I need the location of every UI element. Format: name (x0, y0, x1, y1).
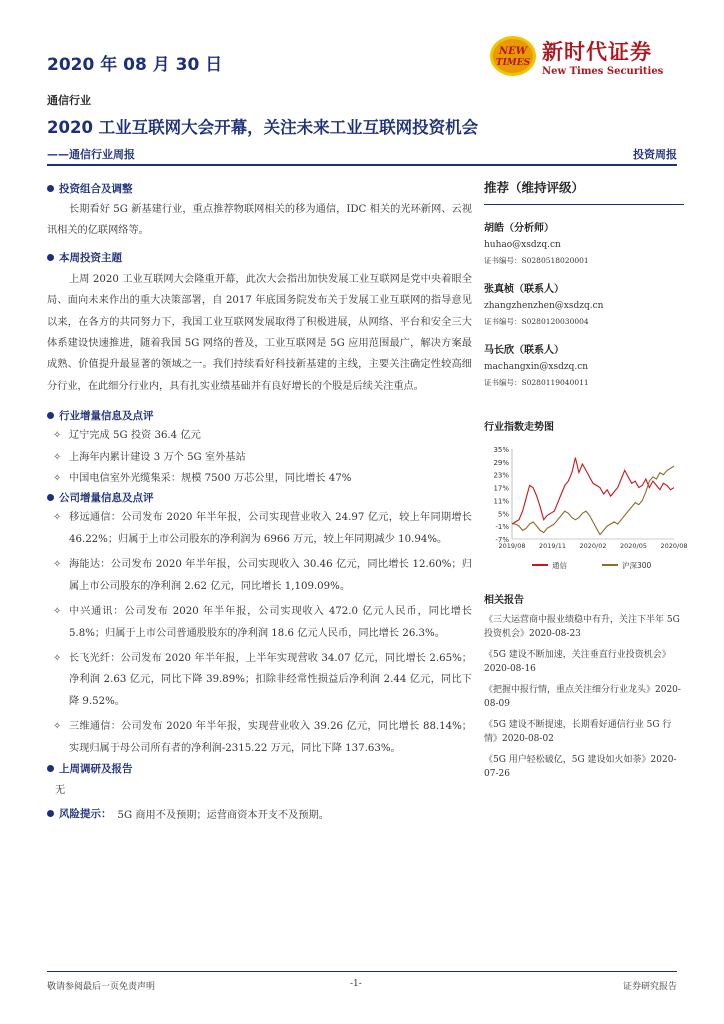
legend-label: 沪深300 (622, 561, 652, 570)
section-heading-industry-news: 行业增量信息及点评 (47, 407, 472, 423)
list-item: ✧ 上海年内累计建设 3 万个 5G 室外基站 (47, 447, 472, 468)
list-item: ✧ 三维通信：公司发布 2020 年半年报，实现营业收入 39.26 亿元，同比增长 88.14%；实现归属于母公司所有者的净利润-2315.22 万元，同比下降 137.63%。 (47, 716, 472, 759)
company-logo (488, 34, 688, 82)
related-report-link[interactable]: 《5G 建设不断提速，长期看好通信行业 5G 行情》2020-08-02 (484, 720, 672, 744)
logo-text-cn: 新时代证券 (542, 40, 652, 64)
chart-title: 行业指数走势图 (484, 422, 554, 433)
y-tick-label: -1% (495, 523, 509, 532)
analyst-email[interactable]: zhangzhenzhen@xsdzq.cn (484, 301, 604, 311)
sidebar (484, 178, 688, 781)
diamond-bullet-icon: ✧ (53, 512, 62, 524)
portfolio-text: 长期看好 5G 新基建行业，重点推荐物联网相关的移为通信，IDC 相关的光环新网、云视讯相关的亿联网络等。 (47, 204, 472, 237)
y-tick-label: -7% (495, 536, 509, 544)
analyst-cert: 证书编号：S0280119040011 (484, 378, 589, 387)
title-divider (47, 164, 677, 166)
analyst-cert: 证书编号：S0280518020001 (484, 256, 589, 265)
related-report-link[interactable]: 《5G 建设不断加速，关注垂直行业投资机会》2020-08-16 (484, 650, 671, 674)
diamond-bullet-icon: ✧ (53, 652, 62, 664)
analyst-name: 胡皓（分析师） (484, 223, 554, 234)
series-line-hs300 (512, 466, 674, 535)
series-line-telecom (512, 458, 674, 524)
x-tick-label: 2019/08 (498, 542, 526, 550)
research-text: 无 (55, 784, 66, 796)
logo-mark-top: NEW (499, 46, 527, 57)
related-report-link[interactable]: 《5G 用户轻松破亿，5G 建设如火如荼》2020-07-26 (484, 755, 677, 779)
legend-label: 通信 (552, 561, 567, 570)
rating-label: 推荐（维持评级） (484, 180, 585, 195)
bullet-dot-icon (47, 254, 54, 261)
footer-divider (47, 971, 677, 972)
analyst-email[interactable]: huhao@xsdzq.cn (484, 240, 561, 250)
list-item: ✧ 海能达：公司发布 2020 年半年报，公司实现收入 30.46 亿元，同比增长 12.60%；归属上市公司股东的净利润 2.62 亿元，同比增长 1,109.09%。 (47, 554, 472, 597)
analyst-card (484, 341, 684, 388)
diamond-bullet-icon: ✧ (53, 473, 62, 485)
section-heading-research: 上周调研及报告 (47, 761, 472, 777)
y-tick-label: 35% (493, 446, 509, 454)
industry-news-list (47, 425, 472, 489)
diamond-bullet-icon: ✧ (53, 559, 62, 571)
main-content (47, 180, 472, 821)
footer-label: 证券研究报告 (622, 982, 677, 992)
report-type: 投资周报 (633, 148, 677, 161)
theme-text: 上周 2020 工业互联网大会隆重开幕，此次大会指出加快发展工业互联网是党中央着眼全局、面向未来作出的重大决策部署，自 2017 年底国务院发布关于发展工业互联网的指导意见以来，在各方的共同努力下，我国工业互联网发展取得了积极进展，从网络、平台和安全三大体系建设快速推进，随着我国 5G 网络的普及，工业互联网是 5G 应用范围最广，解决方案最成熟、价值提升最显著的领域之一。我们持续看好科技新基建的主线，主要关注确定性较高细分行业，在此细分行业内，具有扎实业绩基础并有良好增长的个股是后续关注重点。 (47, 273, 472, 392)
diamond-bullet-icon: ✧ (53, 451, 62, 463)
company-news-list (47, 507, 472, 758)
bullet-dot-icon (47, 185, 54, 192)
page-number: -1- (350, 979, 362, 989)
diamond-bullet-icon: ✧ (53, 606, 62, 618)
y-tick-label: 29% (493, 458, 509, 467)
bullet-dot-icon (47, 494, 54, 501)
list-item: ✧ 辽宁完成 5G 投资 36.4 亿元 (47, 425, 472, 446)
x-tick-label: 2020/05 (619, 542, 648, 550)
related-report-link[interactable]: 《把握中报行情，重点关注细分行业龙头》2020-08-09 (484, 685, 681, 709)
bullet-dot-icon (47, 765, 54, 772)
section-heading-theme: 本周投资主题 (47, 250, 472, 266)
x-tick-label: 2020/02 (579, 542, 607, 550)
y-tick-label: 17% (493, 484, 509, 493)
bullet-dot-icon (47, 412, 54, 419)
report-date: 2020 年 08 月 30 日 (47, 55, 223, 75)
logo-mark-bottom: TIMES (495, 58, 531, 68)
related-reports-title: 相关报告 (484, 595, 524, 606)
diamond-bullet-icon: ✧ (53, 721, 62, 733)
section-heading-risk: 风险提示： 5G 商用不及预期；运营商资本开支不及预期。 (47, 805, 472, 821)
analyst-email[interactable]: machangxin@xsdzq.cn (484, 362, 589, 372)
x-tick-label: 2020/08 (660, 542, 688, 550)
logo-text-en: New Times Securities (542, 66, 664, 77)
section-heading-company-news: 公司增量信息及点评 (47, 489, 472, 505)
page-title: 2020 工业互联网大会开幕，关注未来工业互联网投资机会 (47, 118, 479, 137)
y-tick-label: 5% (497, 510, 509, 519)
x-tick-label: 2019/11 (538, 542, 567, 550)
diamond-bullet-icon: ✧ (53, 430, 62, 442)
bullet-dot-icon (47, 810, 54, 817)
analyst-card (484, 219, 684, 266)
list-item: ✧ 长飞光纤：公司发布 2020 年半年报，上半年实现营收 34.07 亿元，同比增长 2.65%；净利润 2.63 亿元，同比下降 39.89%；扣除非经常性损益后净利润 2.44 亿元，同比下降 9.52%。 (47, 648, 472, 712)
section-heading-portfolio: 投资组合及调整 (47, 180, 472, 196)
y-tick-label: 23% (493, 471, 509, 480)
analyst-card (484, 280, 684, 327)
risk-text: 5G 商用不及预期；运营商资本开支不及预期。 (117, 809, 329, 821)
related-report-link[interactable]: 《三大运营商中报业绩稳中有升，关注下半年 5G 投资机会》2020-08-23 (484, 615, 680, 639)
list-item: ✧ 中兴通讯：公司发布 2020 年半年报，公司实现收入 472.0 亿元人民币，同比增长 5.8%；归属于上市公司普通股股东的净利润 18.6 亿元人民币，同比增长 26.3%。 (47, 601, 472, 644)
industry-label: 通信行业 (47, 94, 91, 107)
analyst-name: 张真桢（联系人） (484, 284, 564, 295)
analyst-name: 马长欣（联系人） (484, 345, 564, 356)
analyst-cert: 证书编号：S0280120030004 (484, 317, 589, 326)
rating-divider (484, 204, 684, 205)
new-times-logo-icon (488, 34, 538, 78)
industry-index-chart (484, 443, 688, 583)
list-item: ✧ 移远通信：公司发布 2020 年半年报，公司实现营业收入 24.97 亿元，较上年同期增长 46.22%；归属于上市公司股东的净利润为 6966 万元，较上年同期减少 10.94%。 (47, 507, 472, 550)
list-item: ✧ 中国电信室外光缆集采：规模 7500 万芯公里，同比增长 47% (47, 468, 472, 489)
footer-disclaimer[interactable]: 敬请参阅最后一页免责声明 (47, 982, 156, 992)
page-subtitle: ——通信行业周报 (47, 148, 135, 161)
y-tick-label: 11% (493, 497, 509, 506)
related-reports-list (484, 613, 684, 781)
